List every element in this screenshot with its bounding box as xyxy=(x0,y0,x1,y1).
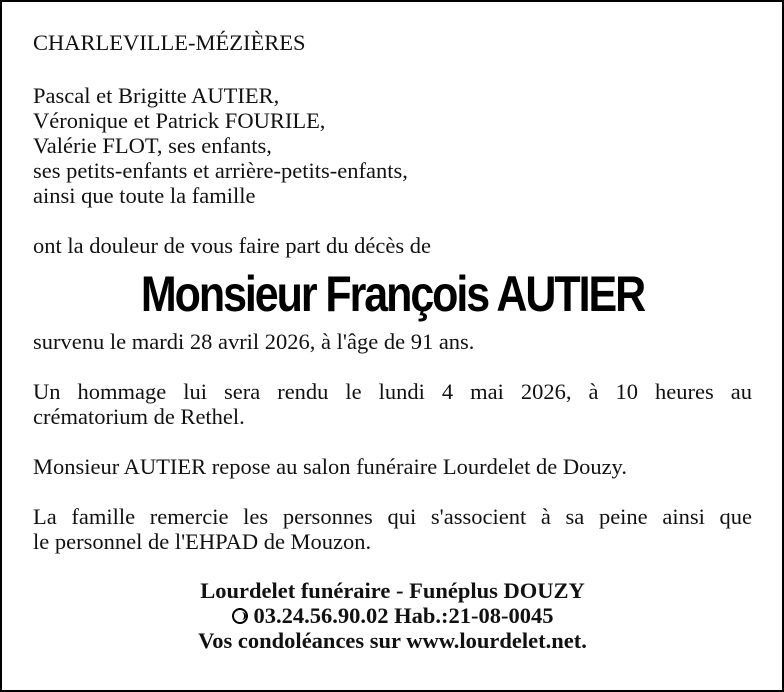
condolences-link-text: Vos condoléances sur www.lourdelet.net. xyxy=(198,628,587,653)
thanks-paragraph xyxy=(33,504,752,554)
phone-line xyxy=(33,603,752,628)
tribute-paragraph xyxy=(33,379,752,429)
family-line: Véronique et Patrick FOURILE, xyxy=(33,108,326,133)
city-heading: CHARLEVILLE-MÉZIÈRES xyxy=(33,30,306,55)
family-line: Pascal et Brigitte AUTIER, xyxy=(33,83,280,108)
phone-text: 03.24.56.90.02 Hab.:21-08-0045 xyxy=(253,603,554,628)
company-name: Lourdelet funéraire - Funéplus DOUZY xyxy=(200,578,585,603)
family-line: ses petits-enfants et arrière-petits-enfants, xyxy=(33,158,408,183)
deceased-name: Monsieur François AUTIER xyxy=(140,266,645,322)
thanks-line: La famille remercie les personnes qui s'associent à sa peine ainsi que xyxy=(33,504,752,529)
family-line: Valérie FLOT, ses enfants, xyxy=(33,133,272,158)
thanks-line: le personnel de l'EHPAD de Mouzon. xyxy=(33,529,372,554)
phone-icon xyxy=(232,608,248,624)
funeral-home-footer xyxy=(33,578,752,653)
family-list xyxy=(33,83,752,208)
family-line: ainsi que toute la famille xyxy=(33,183,256,208)
tribute-line: Un hommage lui sera rendu le lundi 4 mai 2026, à 10 heures au xyxy=(33,379,752,404)
repose-text: Monsieur AUTIER repose au salon funéraire Lourdelet de Douzy. xyxy=(33,454,627,479)
death-details: survenu le mardi 28 avril 2026, à l'âge de 91 ans. xyxy=(33,329,475,354)
tribute-line: crématorium de Rethel. xyxy=(33,404,245,429)
announcement-text: ont la douleur de vous faire part du décès de xyxy=(33,233,431,258)
